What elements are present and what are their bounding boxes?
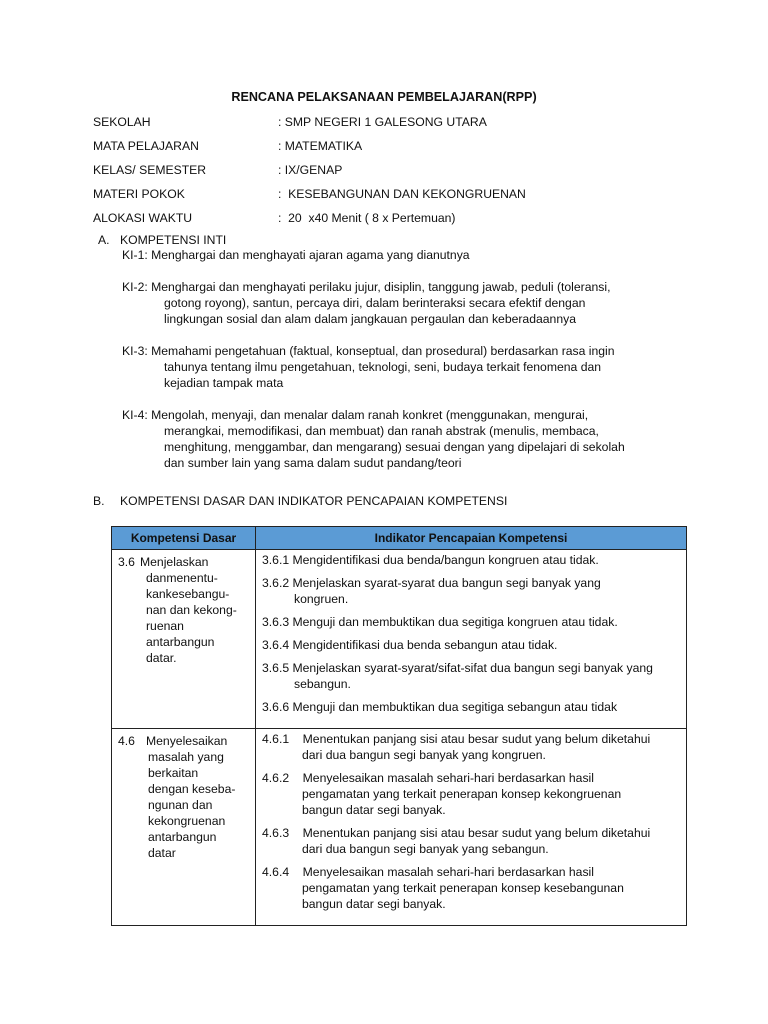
meta-value: : SMP NEGERI 1 GALESONG UTARA: [278, 115, 487, 129]
meta-label: MATA PELAJARAN: [93, 139, 199, 153]
kd-cell: [112, 550, 256, 729]
indicator-line: 4.6.4 Menyelesaikan masalah sehari-hari berdasarkan hasil: [262, 865, 594, 879]
indicator-line: dari dua bangun segi banyak yang sebangun.: [302, 842, 549, 856]
indicator-line: pengamatan yang terkait penerapan konsep kesebangunan: [302, 881, 624, 895]
identity-block: [93, 114, 733, 234]
indicator-line: sebangun.: [294, 677, 351, 691]
indicator-item: [262, 731, 680, 763]
kd-line: berkaitan: [148, 766, 199, 780]
ki-line: KI-4: Mengolah, menyaji, dan menalar dalam ranah konkret (menggunakan, mengurai,: [122, 408, 589, 422]
meta-label: ALOKASI WAKTU: [93, 211, 193, 225]
ki-line: tahunya tentang ilmu pengetahuan, teknologi, seni, budaya terkait fenomena dan: [164, 360, 602, 374]
ki-list: [122, 247, 662, 471]
kd-number: 4.6: [118, 734, 135, 748]
ki-item-2: [122, 279, 662, 327]
indicator-line: 3.6.4 Mengidentifikasi dua benda sebangun atau tidak.: [262, 638, 558, 652]
kd-line: kankesebangu-: [146, 587, 230, 601]
indicator-line: pengamatan yang terkait penerapan konsep kekongruenan: [302, 787, 622, 801]
kd-line: masalah yang: [148, 750, 224, 764]
kd-line: danmenentu-: [146, 571, 218, 585]
ki-line: merangkai, memodifikasi, dan membuat) dan ranah abstrak (menulis, membaca,: [164, 424, 599, 438]
section-kompetensi-inti: [98, 232, 698, 487]
meta-row-mata-pelajaran: [93, 138, 733, 162]
indicator-item: [262, 637, 680, 653]
meta-row-kelas: [93, 162, 733, 186]
kd-line: ngunan dan: [148, 798, 213, 812]
indicator-line: 3.6.3 Menguji dan membuktikan dua segitiga kongruen atau tidak.: [262, 615, 618, 629]
meta-label: SEKOLAH: [93, 115, 151, 129]
kompetensi-table: [111, 526, 687, 926]
header-indikator: Indikator Pencapaian Kompetensi: [256, 527, 687, 550]
ki-line: lingkungan sosial dan alam dalam jangkauan pergaulan dan keberadaannya: [164, 312, 576, 326]
indicator-cell: [256, 550, 687, 729]
ki-item-3: [122, 343, 662, 391]
section-letter: A.: [98, 233, 110, 247]
table-header-row: [112, 527, 687, 550]
indicator-line: bangun datar segi banyak.: [302, 897, 446, 911]
section-kompetensi-dasar-heading: [93, 493, 693, 509]
indicator-item: [262, 575, 680, 607]
kd-line: dengan keseba-: [148, 782, 236, 796]
section-heading: [98, 232, 698, 247]
header-kompetensi-dasar: Kompetensi Dasar: [112, 527, 256, 550]
indicator-line: dari dua bangun segi banyak yang kongruen.: [302, 748, 546, 762]
meta-value: : IX/GENAP: [278, 163, 343, 177]
ki-item-1: [122, 247, 662, 263]
indicator-item: [262, 699, 680, 715]
kd-number: 3.6: [118, 555, 135, 569]
indicator-item: [262, 552, 680, 568]
ki-line: kejadian tampak mata: [164, 376, 284, 390]
kd-line: datar.: [146, 651, 177, 665]
indicator-line: 4.6.2 Menyelesaikan masalah sehari-hari berdasarkan hasil: [262, 771, 594, 785]
meta-row-sekolah: [93, 114, 733, 138]
meta-label: KELAS/ SEMESTER: [93, 163, 207, 177]
page-title: RENCANA PELAKSANAAN PEMBELAJARAN(RPP): [231, 90, 537, 104]
kd-line: antarbangun: [146, 635, 215, 649]
meta-value: : MATEMATIKA: [278, 139, 363, 153]
kd-cell: [112, 729, 256, 926]
table-row: [112, 550, 687, 729]
kd-line: datar: [148, 846, 176, 860]
indicator-cell: [256, 729, 687, 926]
kd-line: ruenan: [146, 619, 184, 633]
ki-line: gotong royong), santun, percaya diri, dalam berinteraksi secara efektif dengan: [164, 296, 586, 310]
indicator-line: 3.6.1 Mengidentifikasi dua benda/bangun kongruen atau tidak.: [262, 553, 599, 567]
indicator-line: 4.6.1 Menentukan panjang sisi atau besar sudut yang belum diketahui: [262, 732, 651, 746]
table-row: [112, 729, 687, 926]
indicator-line: 3.6.5 Menjelaskan syarat-syarat/sifat-sifat dua bangun segi banyak yang: [262, 661, 653, 675]
section-title: KOMPETENSI DASAR DAN INDIKATOR PENCAPAIAN KOMPETENSI: [120, 494, 508, 508]
ki-line: KI-3: Memahami pengetahuan (faktual, konseptual, dan prosedural) berdasarkan rasa ingin: [122, 344, 615, 358]
indicator-line: 4.6.3 Menentukan panjang sisi atau besar sudut yang belum diketahui: [262, 826, 651, 840]
indicator-item: [262, 660, 680, 692]
kd-line: Menjelaskan: [140, 555, 209, 569]
meta-row-materi-pokok: [93, 186, 733, 210]
indicator-item: [262, 614, 680, 630]
ki-line: KI-2: Menghargai dan menghayati perilaku jujur, disiplin, tanggung jawab, peduli (toleransi,: [122, 280, 611, 294]
ki-line: menghitung, menggambar, dan mengarang) sesuai dengan yang dipelajari di sekolah: [164, 440, 625, 454]
ki-line: dan sumber lain yang sama dalam sudut pandang/teori: [164, 456, 462, 470]
indicator-item: [262, 864, 680, 912]
indicator-line: bangun datar segi banyak.: [302, 803, 446, 817]
meta-value: : KESEBANGUNAN DAN KEKONGRUENAN: [278, 187, 526, 201]
indicator-line: 3.6.6 Menguji dan membuktikan dua segitiga sebangun atau tidak: [262, 700, 618, 714]
section-title: KOMPETENSI INTI: [120, 233, 227, 247]
section-letter: B.: [93, 494, 105, 508]
indicator-line: 3.6.2 Menjelaskan syarat-syarat dua bangun segi banyak yang: [262, 576, 601, 590]
indicator-item: [262, 825, 680, 857]
kd-line: kekongruenan: [148, 814, 226, 828]
kd-line: nan dan kekong-: [146, 603, 237, 617]
meta-label: MATERI POKOK: [93, 187, 185, 201]
indicator-line: kongruen.: [294, 592, 349, 606]
indicator-item: [262, 770, 680, 818]
meta-value: : 20 x40 Menit ( 8 x Pertemuan): [278, 211, 456, 225]
ki-item-4: [122, 407, 662, 471]
kd-line: antarbangun: [148, 830, 217, 844]
kd-line: Menyelesaikan: [146, 734, 228, 748]
meta-row-alokasi-waktu: [93, 210, 733, 234]
ki-line: KI-1: Menghargai dan menghayati ajaran agama yang dianutnya: [122, 248, 470, 262]
